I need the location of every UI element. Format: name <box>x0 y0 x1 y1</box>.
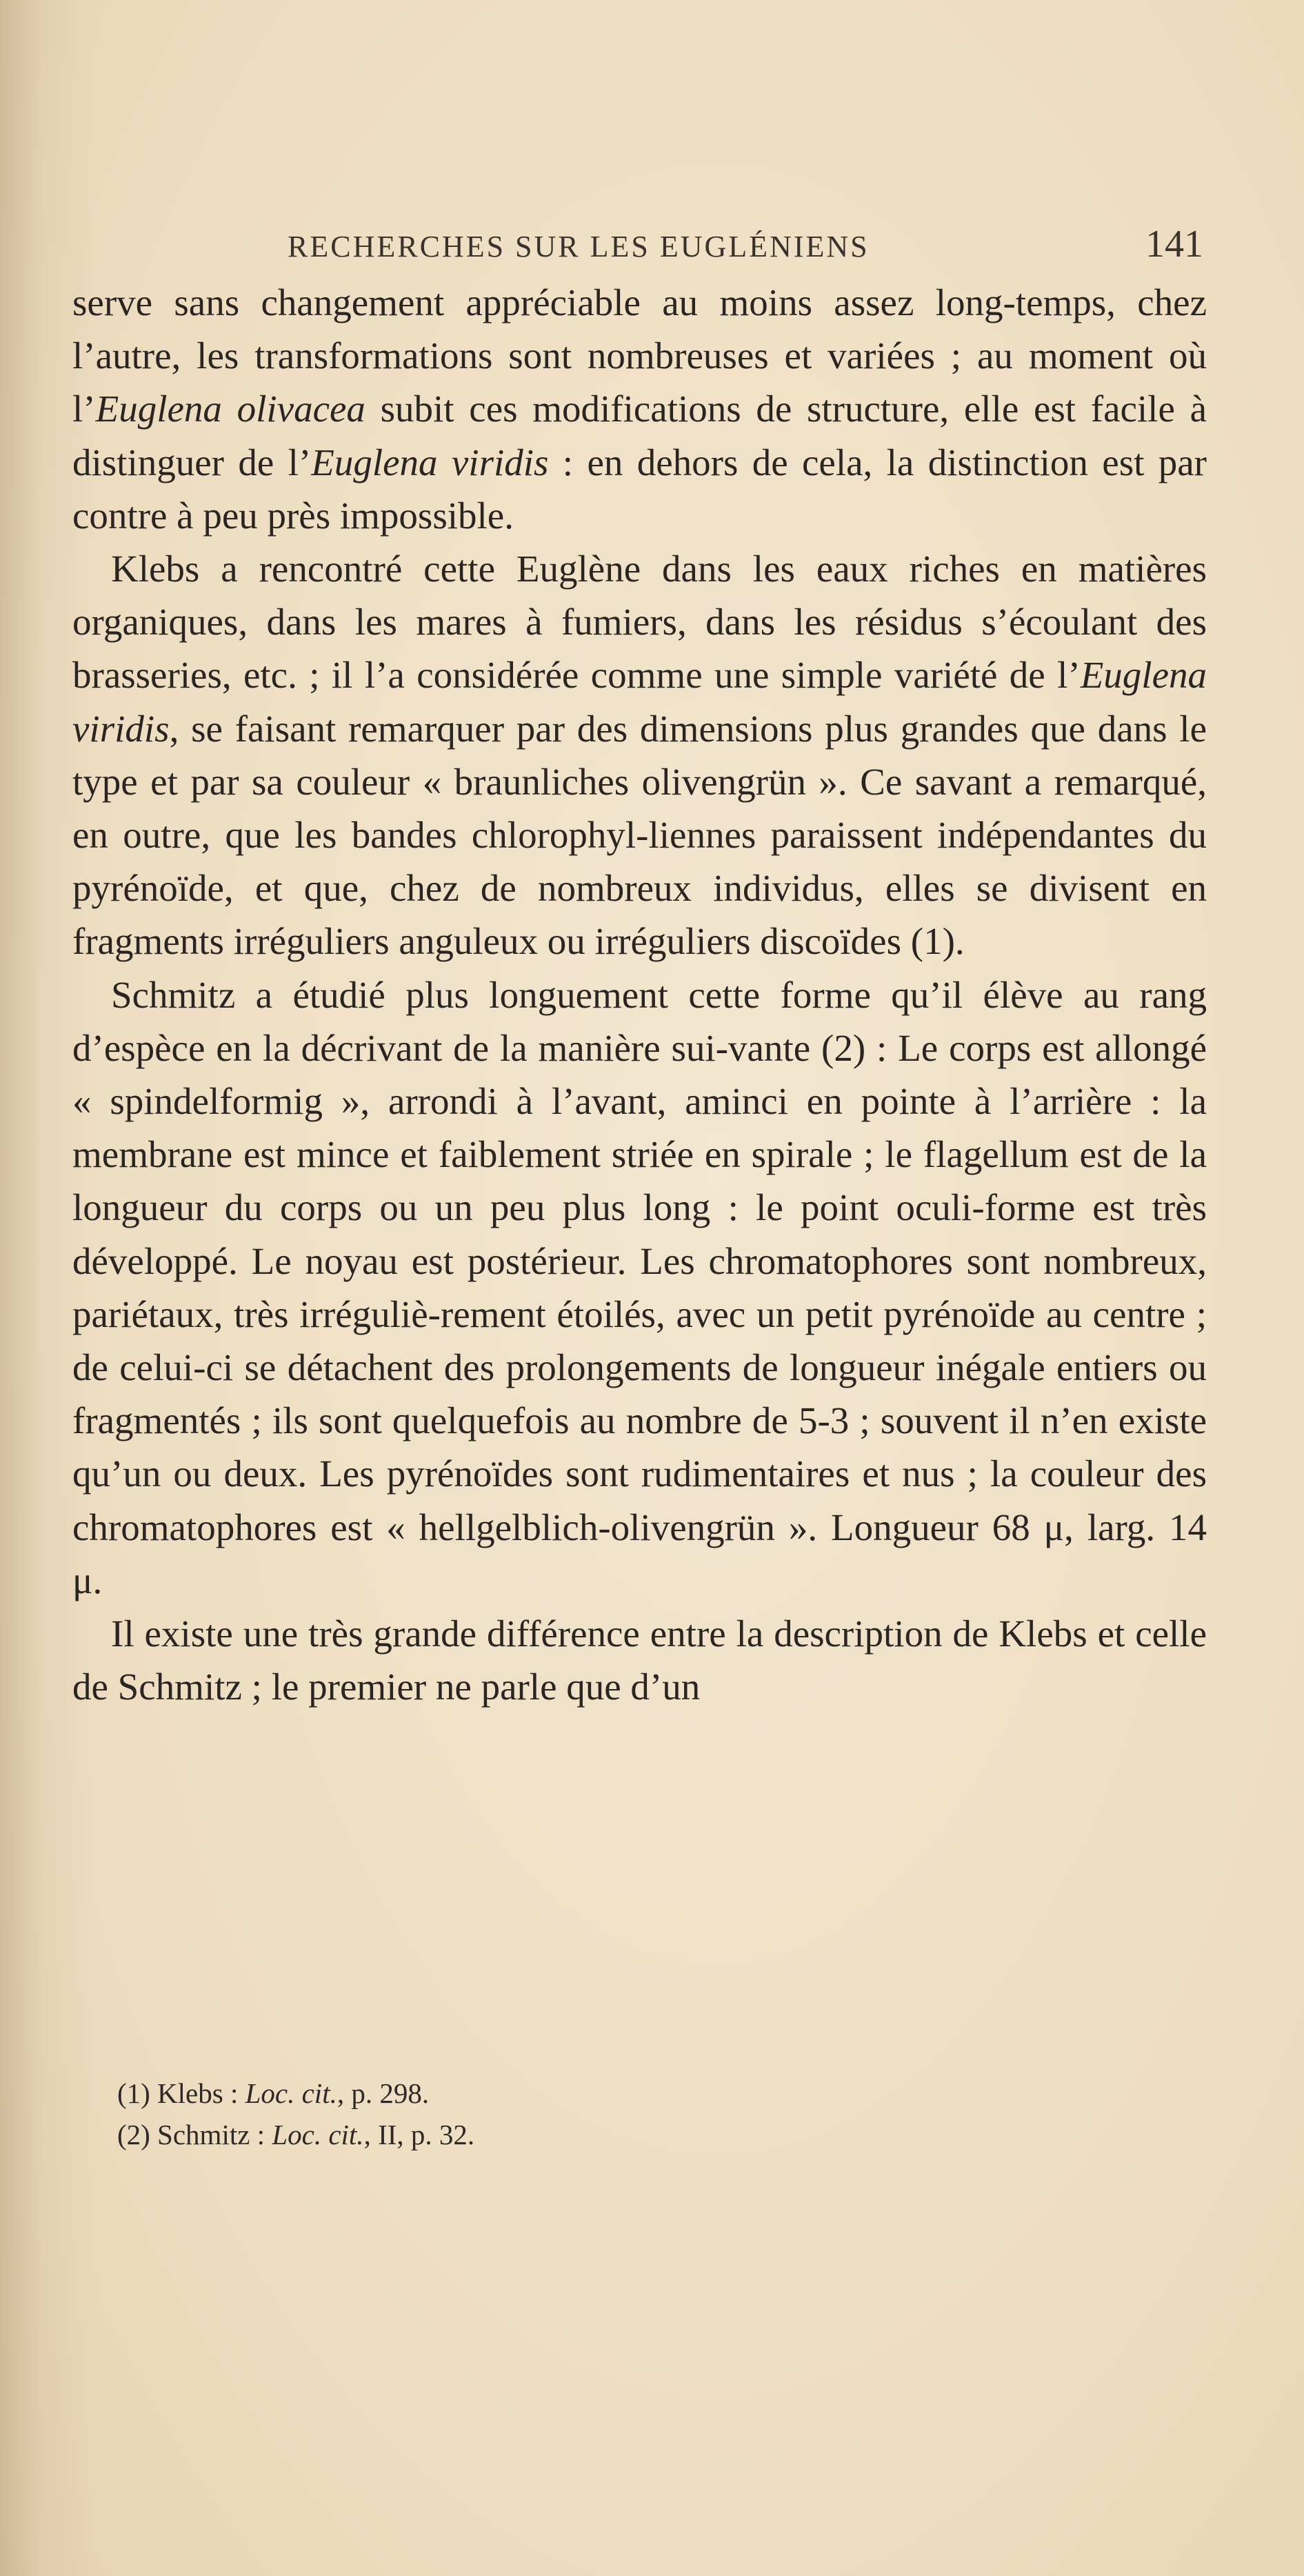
footnote-citation: Loc. cit. <box>245 2077 337 2109</box>
species-name: Euglena viridis <box>311 441 549 483</box>
text-run: : en dehors de cela, la distinction est par contre à peu près impossible. <box>72 441 1207 537</box>
paragraph-4 <box>72 1607 1207 1713</box>
footnote-citation: Loc. cit. <box>272 2119 364 2150</box>
text-run: subit ces modifications de structure, elle est facile à distinguer de l’ <box>72 388 1207 483</box>
text-run: , se faisant remarquer par des dimensions plus grandes que dans le type et par sa couleur « braunliches olivengrün ». Ce savant a remarqué, en outre, que les bandes chlorophyl-liennes paraissent indépendantes du pyrénoïde, et que, chez de nombreux individus, elles se divisent en fragments irréguliers anguleux ou irréguliers discoïdes (1). <box>72 707 1207 963</box>
running-title: RECHERCHES SUR LES EUGLÉNIENS <box>288 230 870 263</box>
text-run: Klebs a rencontré cette Euglène dans les eaux riches en matières organiques, dans les mares à fumiers, dans les résidus s’écoulant des brasseries, etc. ; il l’a considérée comme une simple variété de l’ <box>72 548 1207 697</box>
footnote-text: , II, p. 32. <box>363 2119 475 2150</box>
footnote-text: (2) Schmitz : <box>117 2119 272 2150</box>
footnote-text: (1) Klebs : <box>117 2077 245 2109</box>
paragraph-2 <box>72 542 1207 968</box>
text-run: Schmitz a étudié plus longuement cette forme qu’il élève au rang d’espèce en la décrivant de la manière sui-vante (2) : Le corps est allongé « spindelformig », arrondi à l’avant, aminci en pointe à l’arrière : la membrane est mince et faiblement striée en spirale ; le flagellum est de la longueur du corps ou un peu plus long : le point oculi-forme est très développé. Le noyau est postérieur. Les chromatophores sont nombreux, pariétaux, très irréguliè-rement étoilés, avec un petit pyrénoïde au centre ; de celui-ci se détachent des prolongements de longueur inégale entiers ou fragmentés ; ils sont quelquefois au nombre de 5-3 ; souvent il n’en existe qu’un ou deux. Les pyrénoïdes sont rudimentaires et nus ; la couleur des chromatophores est « hellgelblich-olivengrün ». Longueur 68 μ, larg. 14 μ. <box>72 973 1207 1601</box>
text-run: Il existe une très grande différence entre la description de Klebs et celle de Schmitz ; le premier ne parle que d’un <box>72 1613 1207 1708</box>
species-name: Euglena viridis <box>72 654 1207 750</box>
species-name: Euglena olivacea <box>95 388 365 430</box>
paragraph-1 <box>72 276 1207 542</box>
running-header <box>72 219 1203 274</box>
footnotes <box>117 2073 1152 2155</box>
footnote-2 <box>117 2114 1152 2155</box>
body-text <box>72 276 1207 1713</box>
text-run: serve sans changement appréciable au moins assez long-temps, chez l’autre, les transformations sont nombreuses et variées ; au moment où l’ <box>72 281 1207 430</box>
page-number: 141 <box>1145 223 1203 266</box>
footnote-1 <box>117 2073 1152 2114</box>
paragraph-3 <box>72 968 1207 1607</box>
footnote-text: , p. 298. <box>337 2077 430 2109</box>
